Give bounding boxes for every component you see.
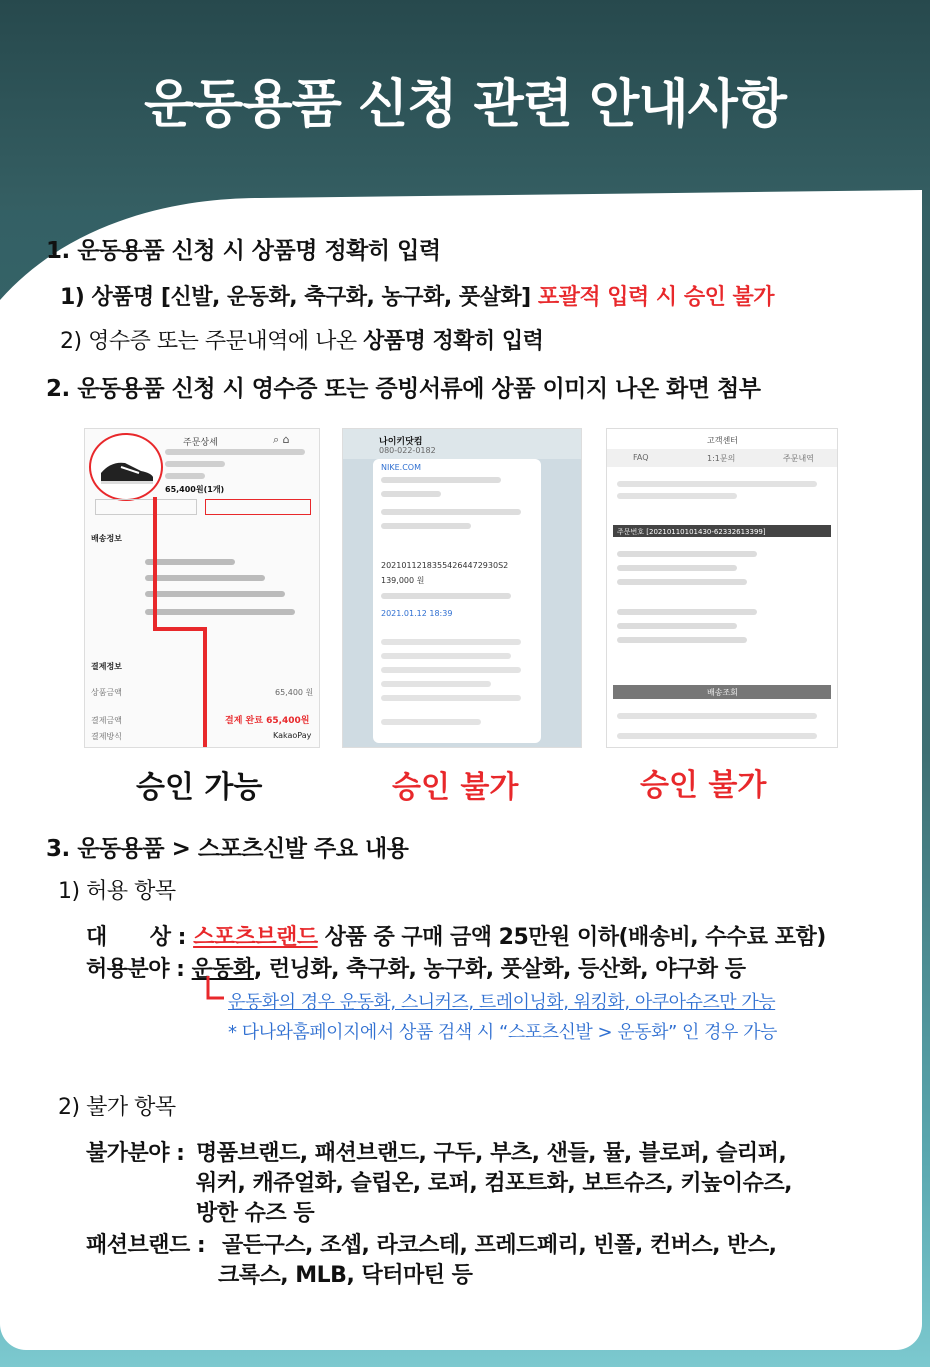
shot3-order: 주문번호 [20210110101430-62332613399] (617, 528, 766, 536)
item2-bold: 상품명 정확히 입력 (363, 329, 544, 354)
receipt-shot-3 (606, 428, 838, 748)
denied-line: 방한 슈즈 등 (196, 1201, 315, 1226)
receipt-shot-1 (84, 428, 320, 748)
tab-faq: FAQ (633, 453, 649, 462)
shot1-row: 결제방식 (91, 732, 122, 741)
target-rest: 상품 중 구매 금액 25만원 이하(배송비, 수수료 포함) (324, 925, 826, 950)
shot1-row: 상품금액 (91, 688, 122, 697)
tab-orders: 주문내역 (783, 454, 814, 463)
shot1-pay: KakaoPay (273, 731, 312, 740)
denied-label: 불가분야 : (86, 1141, 185, 1166)
denied-line: 명품브랜드, 패션브랜드, 구두, 부츠, 샌들, 뮬, 블로퍼, 슬리퍼, (196, 1141, 787, 1166)
shot1-row: 결제금액 (91, 716, 122, 725)
target-label: 대 상 : (86, 925, 186, 950)
receipt-shot-2 (342, 428, 582, 748)
field-rest: , 런닝화, 축구화, 농구화, 풋살화, 등산화, 야구화 등 (253, 957, 746, 982)
item1-warning: 포괄적 입력 시 승인 불가 (537, 285, 774, 310)
note2: * 다나와홈페이지에서 상품 검색 시 “스포츠신발 > 운동화” 인 경우 가능 (228, 1022, 777, 1043)
note1: 운동화의 경우 운동화, 스니커즈, 트레이닝화, 워킹화, 아쿠아슈즈만 가능 (228, 992, 776, 1013)
shot2-date: 2021.01.12 18:39 (381, 609, 453, 618)
shot1-total: 결제 완료 65,400원 (225, 716, 310, 726)
shot2-header: 나이키닷컴 (379, 437, 423, 447)
page-title: 운동용품 신청 관련 안내사항 (143, 75, 787, 135)
target-brand: 스포츠브랜드 (193, 925, 318, 950)
item1-text: 1) 상품명 [신발, 운동화, 축구화, 농구화, 풋살화] (60, 285, 531, 310)
denied-title: 2) 불가 항목 (58, 1095, 176, 1120)
caption-denied: 승인 불가 (392, 770, 519, 805)
field-row (86, 952, 745, 983)
shot1-row: 배송정보 (91, 534, 122, 543)
section1-heading: 1. 운동용품 신청 시 상품명 정확히 입력 (46, 238, 441, 264)
fashion-line: 크록스, MLB, 닥터마틴 등 (218, 1263, 473, 1288)
allowed-title: 1) 허용 항목 (58, 879, 176, 904)
shot1-amount: 65,400 원 (275, 688, 314, 697)
field-label: 허용분야 : (86, 957, 185, 982)
fashion-label: 패션브랜드 : (86, 1233, 206, 1258)
fashion-line: 골든구스, 조셉, 라코스테, 프레드페리, 빈폴, 컨버스, 반스, (222, 1233, 777, 1258)
item2-text: 2) 영수증 또는 주문내역에 나온 (60, 329, 357, 354)
shot2-amount: 139,000 원 (381, 576, 425, 585)
shot1-price: 65,400원(1개) (165, 485, 225, 494)
shot3-header: 고객센터 (707, 436, 738, 445)
caption-denied: 승인 불가 (640, 768, 767, 803)
shot3-btn: 배송조회 (707, 688, 738, 697)
shot2-order: 20210112183554264472930S2 (381, 561, 509, 570)
shot2-phone: 080-022-0182 (379, 446, 436, 455)
section2-heading: 2. 운동용품 신청 시 영수증 또는 증빙서류에 상품 이미지 나온 화면 첨부 (46, 376, 761, 402)
field-first: 운동화 (191, 957, 254, 982)
target-row (86, 920, 826, 951)
shot2-brand: NIKE.COM (381, 463, 421, 472)
bracket-arrow (204, 976, 228, 1006)
section1-item1 (60, 280, 774, 311)
shot1-row: 결제정보 (91, 662, 122, 671)
denied-line: 워커, 캐쥬얼화, 슬립온, 로퍼, 컴포트화, 보트슈즈, 키높이슈즈, (196, 1171, 793, 1196)
shot1-header: 주문상세 (183, 438, 218, 448)
section3-heading: 3. 운동용품 > 스포츠신발 주요 내용 (46, 836, 409, 862)
caption-approved: 승인 가능 (136, 770, 263, 805)
tab-inquiry: 1:1문의 (707, 454, 736, 463)
search-icon: ⌕ ⌂ (273, 433, 290, 446)
red-arrow-line (85, 429, 319, 747)
section1-item2 (60, 324, 543, 355)
